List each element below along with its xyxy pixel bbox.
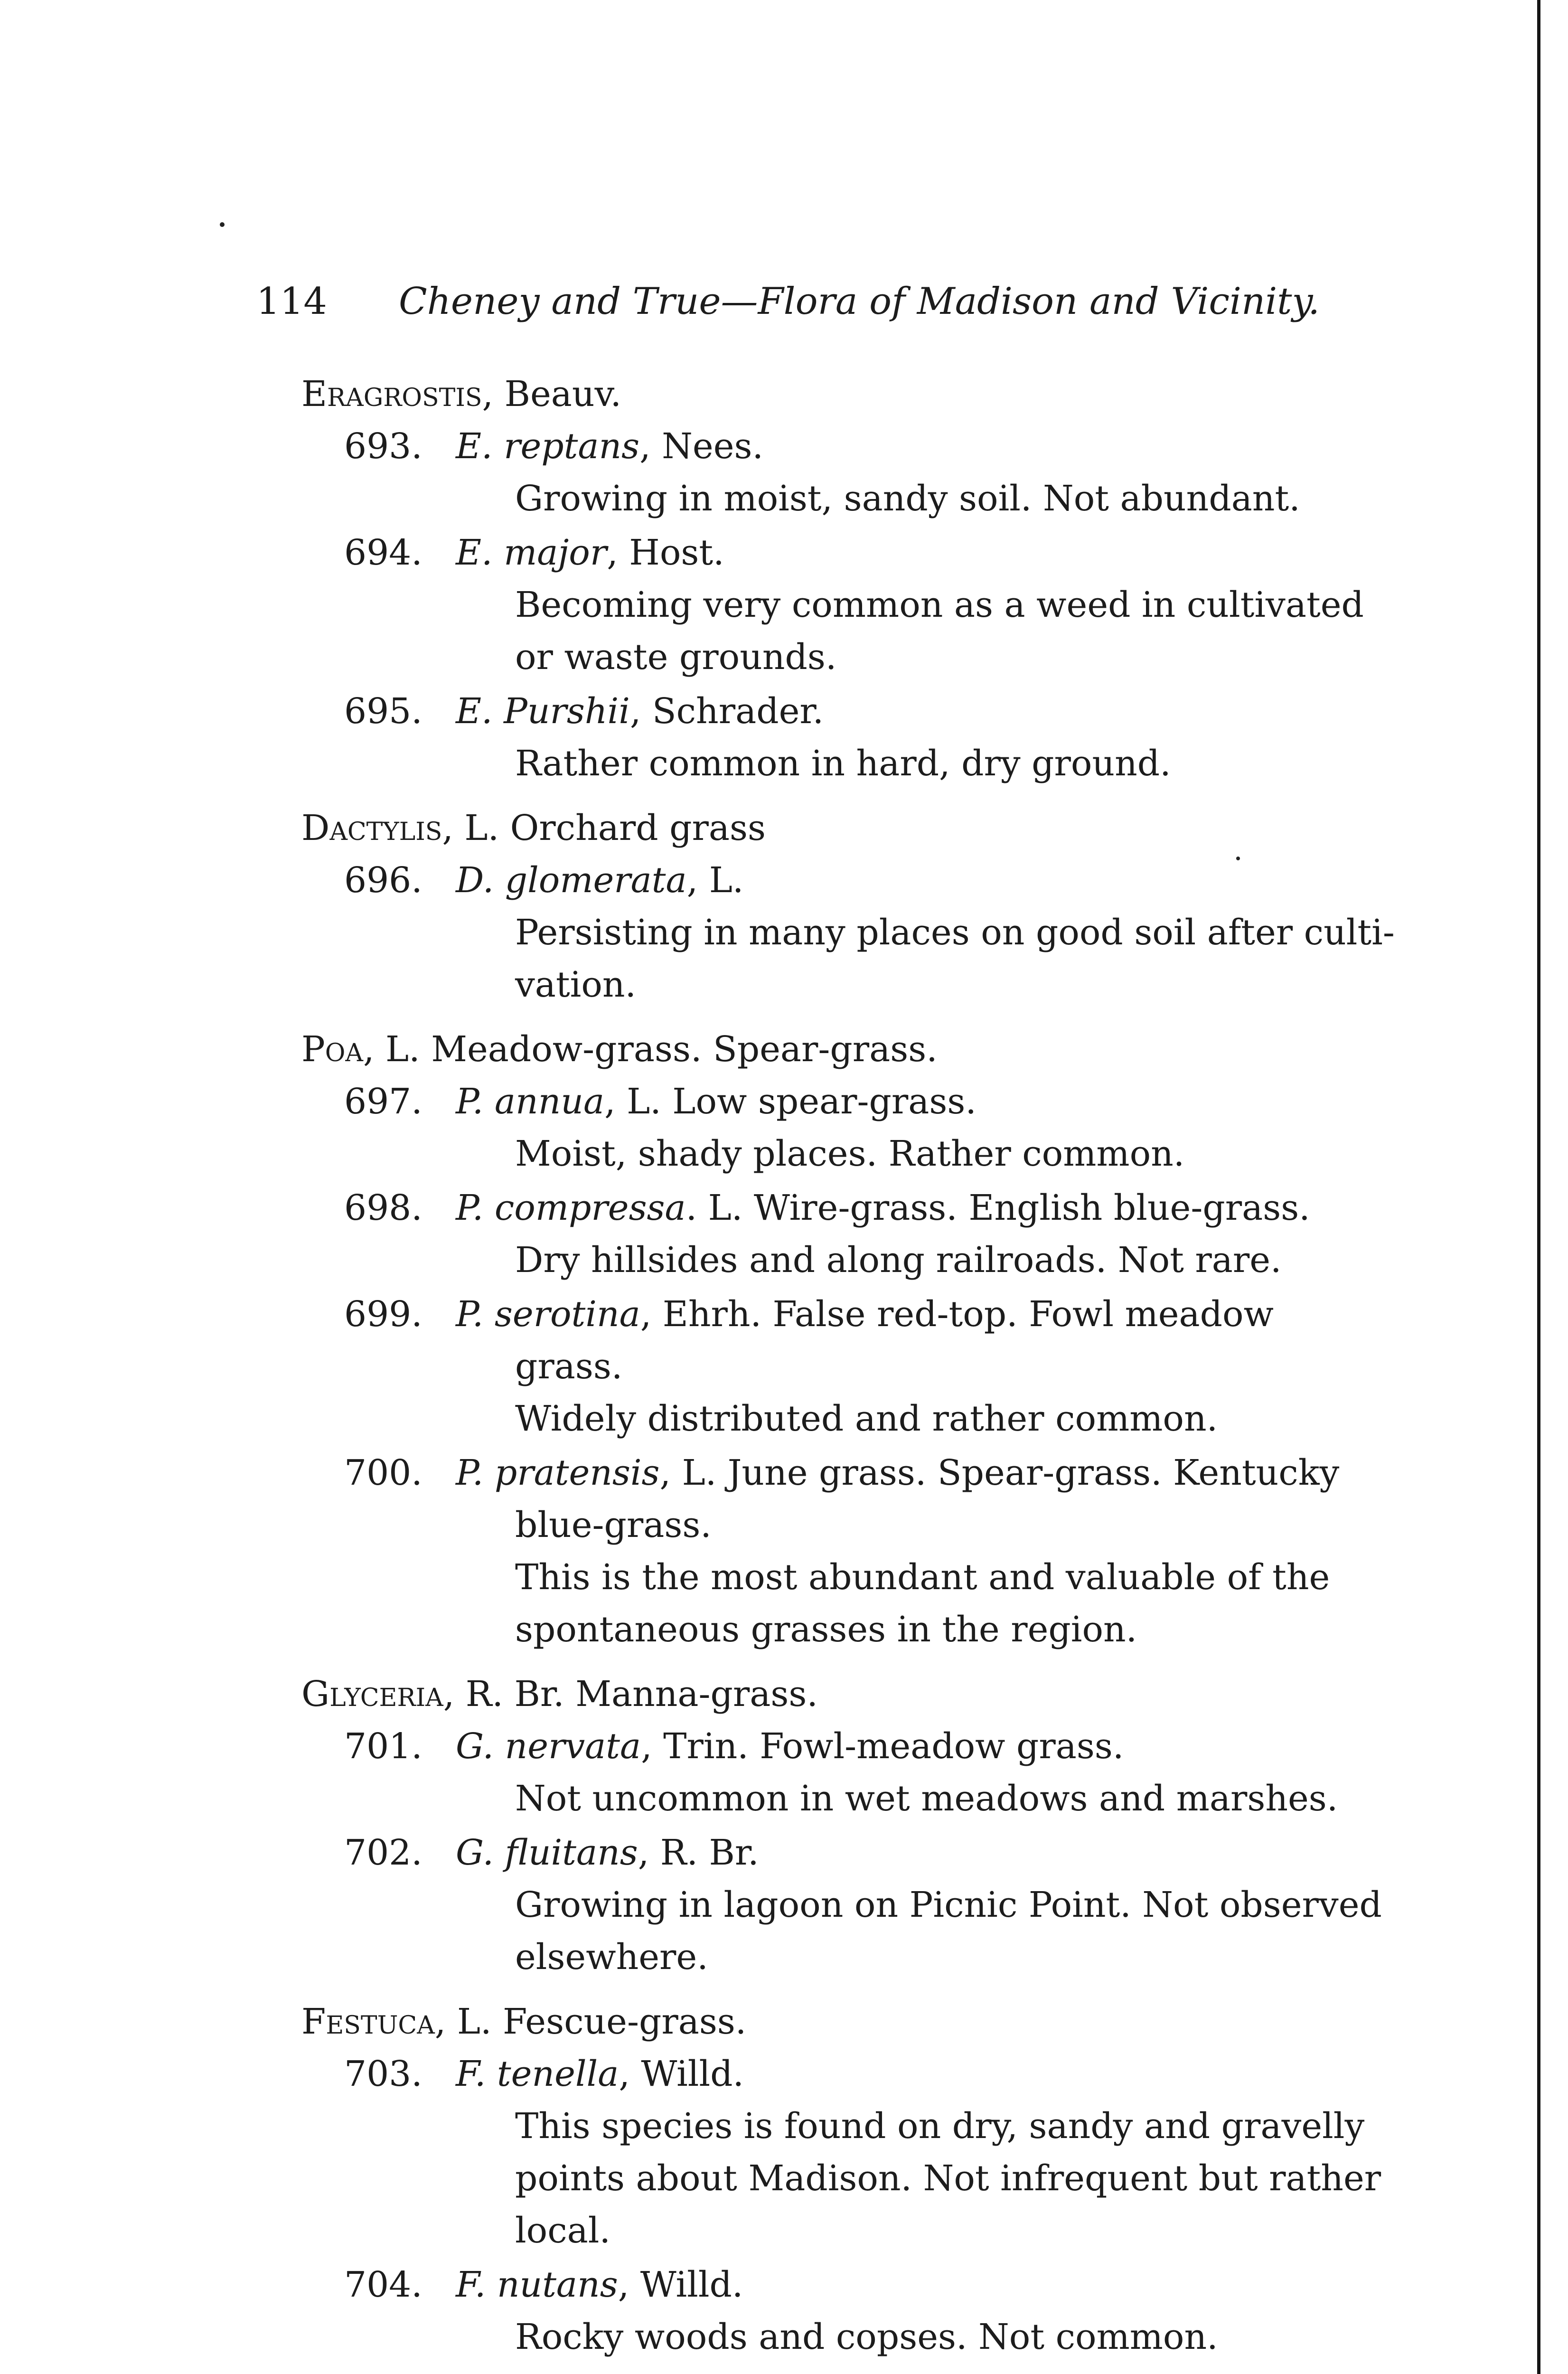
genus-abbreviation: P. (456, 1452, 484, 1493)
species-number: 695. (344, 691, 423, 732)
genus-heading (301, 1670, 818, 1718)
species-authority: , Host. (607, 532, 724, 573)
species-note-text: Growing in moist, sandy soil. Not abundant. (515, 478, 1300, 519)
page-edge-shadow (1537, 0, 1540, 2374)
genus-heading (301, 1026, 938, 1073)
species-authority: , Willd. (619, 2054, 744, 2094)
species-note (515, 1606, 1137, 1653)
species-entry (344, 423, 763, 470)
species-number: 703. (344, 2054, 423, 2094)
species-name (456, 2050, 744, 2098)
genus-authority: , R. Br. Manna-grass. (443, 1674, 818, 1715)
species-entry (344, 529, 724, 576)
species-number: 699. (344, 1294, 423, 1335)
species-authority: , R. Br. (638, 1832, 759, 1873)
species-epithet: glomerata (505, 860, 687, 901)
genus-name: Festuca (301, 2001, 435, 2042)
species-note (515, 2102, 1364, 2150)
species-entry (344, 2050, 744, 2098)
species-note (515, 961, 636, 1008)
species-note (515, 1236, 1282, 1284)
species-note-text: vation. (515, 964, 637, 1005)
species-name (456, 857, 743, 904)
print-speck (220, 222, 225, 227)
species-note-text: or waste grounds. (515, 637, 837, 678)
species-note (515, 2313, 1218, 2361)
species-authority: . L. Wire-grass. English blue-grass. (685, 1187, 1310, 1228)
print-speck (1236, 857, 1240, 860)
genus-heading (301, 1998, 746, 2045)
running-title: Cheney and True—Flora of Madison and Vicinity. (399, 280, 1320, 323)
species-number: 702. (344, 1832, 423, 1873)
species-note (515, 2155, 1381, 2202)
species-epithet: fluitans (505, 1832, 638, 1873)
genus-abbreviation: F. (456, 2054, 486, 2094)
species-epithet: annua (494, 1081, 605, 1122)
species-note-text: grass. (515, 1346, 623, 1387)
species-name (456, 423, 763, 470)
species-epithet: Purshii (504, 691, 630, 732)
species-epithet: reptans (504, 426, 640, 467)
genus-authority: , L. Meadow-grass. Spear-grass. (363, 1029, 938, 1070)
species-note-text: local. (515, 2210, 610, 2251)
species-note-text: Moist, shady places. Rather common. (515, 1133, 1185, 1174)
species-note (515, 1130, 1184, 1178)
species-entry (344, 1291, 1274, 1338)
genus-abbreviation: P. (456, 1187, 484, 1228)
species-epithet: nutans (497, 2264, 618, 2305)
species-name (456, 1829, 759, 1876)
species-number: 701. (344, 1726, 423, 1767)
species-number: 697. (344, 1081, 423, 1122)
genus-heading (301, 804, 766, 852)
species-name (456, 1184, 1310, 1232)
species-note-text: Not uncommon in wet meadows and marshes. (515, 1778, 1338, 1819)
species-note (515, 740, 1171, 787)
genus-abbreviation: P. (456, 1294, 484, 1335)
species-entry (344, 1449, 1340, 1497)
species-name (456, 1723, 1124, 1770)
genus-abbreviation: E. (456, 426, 493, 467)
species-note (515, 1881, 1382, 1929)
species-note-text: Rather common in hard, dry ground. (515, 743, 1171, 784)
species-note-text: Growing in lagoon on Picnic Point. Not observed (515, 1884, 1382, 1925)
species-note-text: points about Madison. Not infrequent but rather (515, 2158, 1381, 2199)
species-epithet: nervata (505, 1726, 641, 1767)
species-number: 696. (344, 860, 423, 901)
species-number: 700. (344, 1452, 423, 1493)
species-name (456, 529, 724, 576)
species-note-text: spontaneous grasses in the region. (515, 1609, 1137, 1650)
species-note-text: Dry hillsides and along railroads. Not rare. (515, 1240, 1282, 1281)
genus-abbreviation: G. (456, 1726, 494, 1767)
species-entry (344, 688, 824, 735)
species-name (456, 2261, 743, 2308)
species-note-text: blue-grass. (515, 1505, 712, 1545)
species-note-text: This species is found on dry, sandy and gravelly (515, 2106, 1365, 2147)
species-number: 704. (344, 2264, 423, 2305)
species-authority: , L. Low spear-grass. (604, 1081, 976, 1122)
species-entry (344, 1829, 759, 1876)
genus-name: Glyceria (301, 1674, 443, 1715)
genus-abbreviation: P. (456, 1081, 484, 1122)
species-note (515, 1554, 1330, 1601)
species-entry (344, 857, 744, 904)
species-number: 698. (344, 1187, 423, 1228)
species-note (515, 633, 836, 681)
genus-abbreviation: G. (456, 1832, 494, 1873)
species-note-text: elsewhere. (515, 1937, 708, 1978)
species-note (515, 2207, 610, 2254)
species-note-text: Becoming very common as a weed in cultivated (515, 584, 1364, 625)
species-note (515, 1343, 622, 1390)
species-note-text: Persisting in many places on good soil after culti- (515, 912, 1395, 953)
species-epithet: serotina (494, 1294, 640, 1335)
species-entry (344, 1184, 1310, 1232)
species-entry (344, 1078, 976, 1125)
genus-abbreviation: E. (456, 691, 493, 732)
species-name (456, 688, 824, 735)
species-authority: , Schrader. (629, 691, 824, 732)
species-number: 693. (344, 426, 423, 467)
genus-authority: , Beauv. (482, 374, 622, 415)
species-authority: , Ehrh. False red-top. Fowl meadow (640, 1294, 1274, 1335)
genus-abbreviation: D. (456, 860, 494, 901)
species-name (456, 1291, 1274, 1338)
genus-name: Dactylis (301, 808, 442, 848)
species-name (456, 1449, 1339, 1497)
genus-heading (301, 370, 621, 418)
species-note-text: Widely distributed and rather common. (515, 1398, 1218, 1439)
page-header (256, 275, 1339, 328)
species-authority: , Nees. (639, 426, 763, 467)
genus-name: Poa (301, 1029, 363, 1070)
genus-name: Eragrostis (301, 374, 482, 415)
species-authority: , L. (686, 860, 744, 901)
species-note (515, 1501, 712, 1549)
species-note-text: This is the most abundant and valuable of the (515, 1557, 1330, 1598)
species-authority: , Trin. Fowl-meadow grass. (641, 1726, 1124, 1767)
species-epithet: compressa (494, 1187, 686, 1228)
page-number: 114 (256, 280, 327, 323)
species-number: 694. (344, 532, 423, 573)
species-authority: , L. June grass. Spear-grass. Kentucky (659, 1452, 1340, 1493)
species-epithet: pratensis (494, 1452, 660, 1493)
genus-authority: , L. Orchard grass (442, 808, 766, 848)
genus-abbreviation: F. (456, 2264, 486, 2305)
genus-authority: , L. Fescue-grass. (434, 2001, 747, 2042)
species-entry (344, 2261, 743, 2308)
species-epithet: tenella (497, 2054, 619, 2094)
genus-abbreviation: E. (456, 532, 493, 573)
species-note (515, 1933, 708, 1981)
species-note (515, 475, 1300, 522)
species-epithet: major (504, 532, 607, 573)
species-entry (344, 1723, 1124, 1770)
species-authority: , Willd. (618, 2264, 743, 2305)
species-note (515, 909, 1395, 956)
species-note (515, 581, 1364, 629)
species-note (515, 1775, 1338, 1822)
species-note (515, 1395, 1218, 1442)
species-name (456, 1078, 976, 1125)
species-note-text: Rocky woods and copses. Not common. (515, 2317, 1218, 2357)
